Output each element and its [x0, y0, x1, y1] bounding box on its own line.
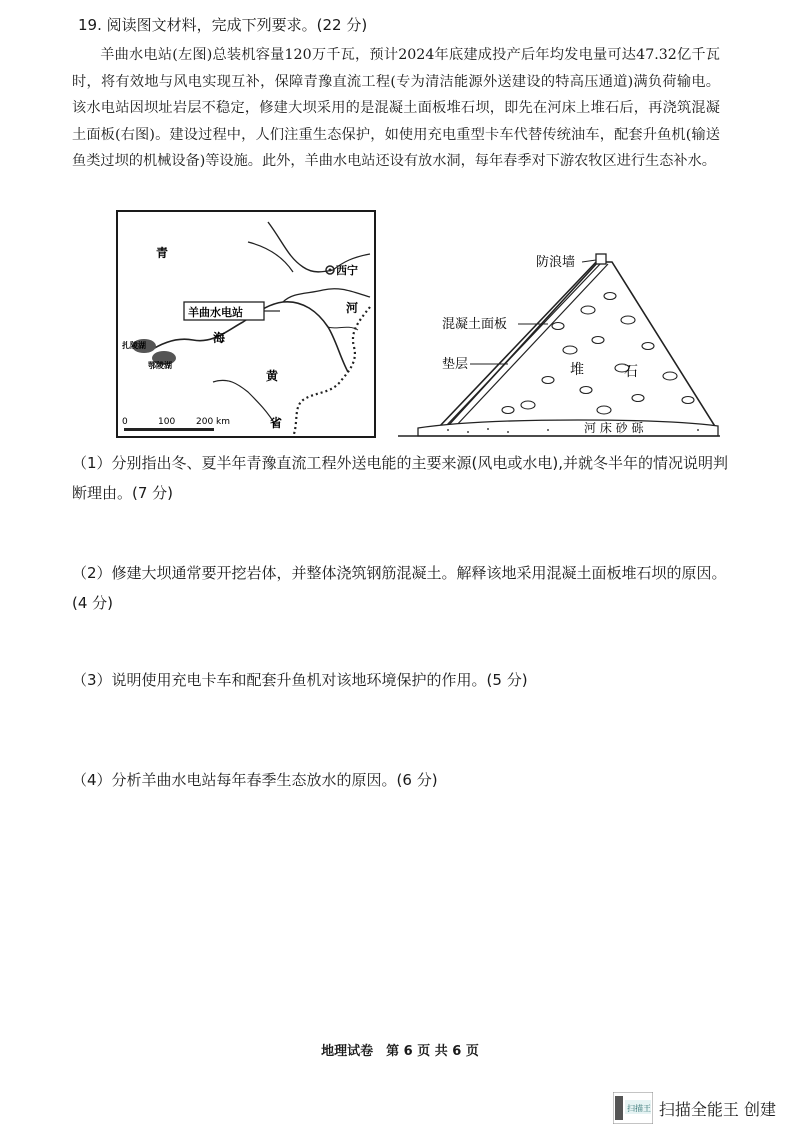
material-paragraph [72, 42, 720, 175]
dam-label-panel: 混凝土面板 [442, 317, 508, 332]
question-number: 19. [78, 16, 102, 34]
map-label-qing: 青 [156, 246, 169, 260]
map-label-xining: 西宁 [336, 264, 358, 277]
scanner-text: 扫描全能王 创建 [658, 1099, 776, 1119]
map-label-he: 河 [346, 301, 359, 315]
dam-svg [398, 250, 720, 442]
map-figure [116, 210, 376, 438]
map-svg [118, 212, 374, 436]
dam-label-gravel: 河 床 砂 砾 [584, 421, 644, 435]
map-label-sheng: 省 [270, 416, 283, 430]
map-label-hai: 海 [213, 331, 226, 345]
rockfill-body [446, 262, 716, 428]
sub-question-4 [72, 765, 732, 795]
map-label-lake2: 鄂陵湖 [148, 361, 172, 370]
dam-label-cushion: 垫层 [442, 357, 469, 372]
sub-question-3-text: （3）说明使用充电卡车和配套升鱼机对该地环境保护的作用。(5 分) [72, 671, 528, 689]
question-title [78, 14, 367, 35]
sub-question-1-text: （1）分别指出冬、夏半年青豫直流工程外送电能的主要来源(风电或水电),并就冬半年的情况说明判断理由。(7 分) [72, 454, 729, 502]
scanner-logo-icon [613, 1092, 653, 1124]
map-label-lake1: 扎陵湖 [122, 341, 146, 350]
map-label-huang: 黄 [266, 369, 279, 383]
question-instruction: 阅读图文材料，完成下列要求。(22 分) [106, 16, 368, 34]
map-label-station: 羊曲水电站 [188, 306, 243, 319]
scanner-watermark [613, 1092, 776, 1124]
river-small [328, 327, 358, 330]
sub-question-2 [72, 558, 732, 618]
dam-figure [398, 250, 720, 442]
river-tributary [248, 242, 293, 272]
dam-label-dui: 堆 [570, 362, 584, 378]
sub-question-4-text: （4）分析羊曲水电站每年春季生态放水的原因。(6 分) [72, 771, 438, 789]
xining-dot [329, 269, 332, 272]
sub-question-2-text: （2）修建大坝通常要开挖岩体，并整体浇筑钢筋混凝土。解释该地采用混凝土面板堆石坝的原因。(4 分) [72, 564, 727, 612]
scale-label-0: 0 [122, 417, 128, 427]
dam-label-wall: 防浪墙 [536, 255, 576, 270]
scale-bar [124, 428, 214, 431]
scale-label-100: 100 [158, 417, 176, 427]
wave-wall [596, 254, 606, 264]
sub-question-1 [72, 448, 732, 508]
river-branch [283, 289, 370, 302]
dam-label-shi: 石 [624, 364, 638, 380]
scanner-logo-text: 扫描王 [626, 1104, 651, 1113]
sub-question-3 [72, 665, 732, 695]
scale-label-200: 200 km [196, 417, 231, 427]
wall-pointer [582, 260, 596, 262]
province-boundary [294, 307, 370, 434]
river-north [268, 222, 333, 272]
material-text: 羊曲水电站(左图)总装机容量120万千瓦，预计2024年底建成投产后年均发电量可达47.32亿千瓦时，将有效地与风电实现互补，保障青豫直流工程(专为清洁能源外送建设的特高压通道)满负荷输电。该水电站因坝址岩层不稳定，修建大坝采用的是混凝土面板堆石坝，即先在河床上堆石后，再浇筑混凝土面板(右图)。建设过程中，人们注重生态保护，如使用充电重型卡车代替传统油车，配套升鱼机(输送鱼类过坝的机械设备)等设施。此外，羊曲水电站还设有放水洞，每年春季对下游农牧区进行生态补水。 [72, 47, 720, 169]
page-footer: 地理试卷 第 6 页 共 6 页 [321, 1044, 479, 1059]
